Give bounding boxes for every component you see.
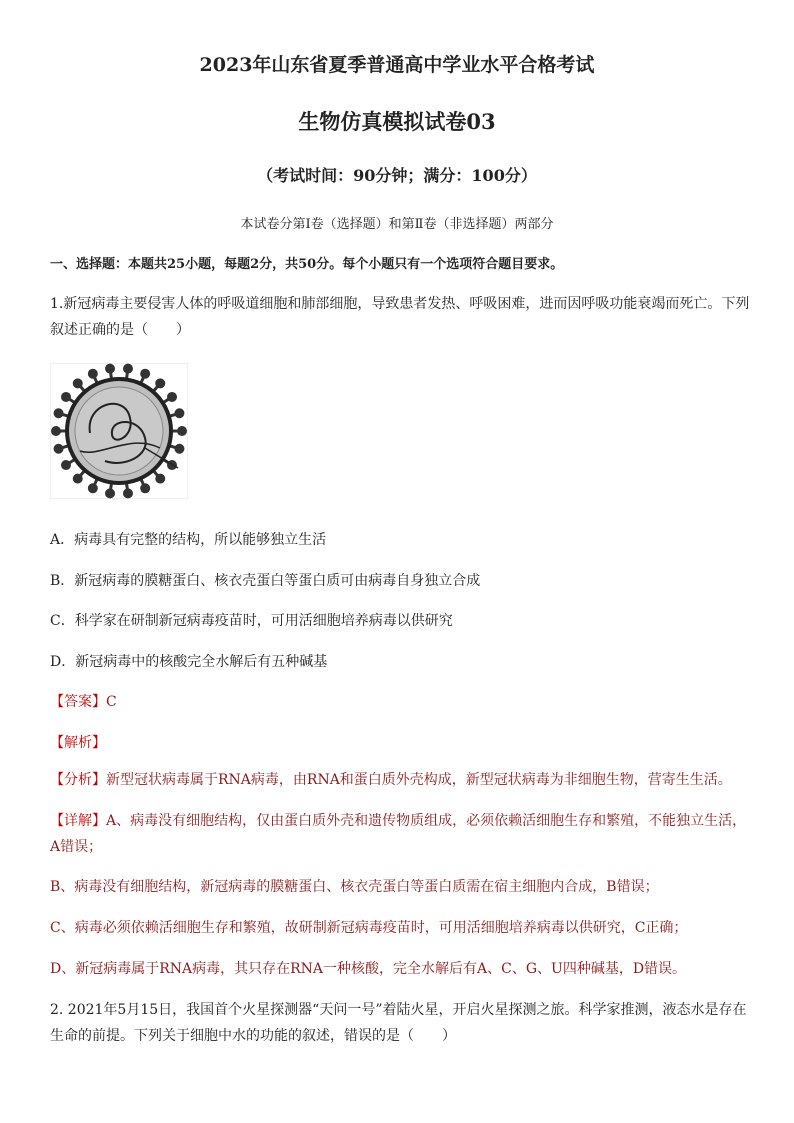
- detail-c: C、病毒必须依赖活细胞生存和繁殖，故研制新冠病毒疫苗时，可用活细胞培养病毒以供研究，C正确；: [50, 920, 688, 936]
- xiangjie-paragraph: [50, 808, 750, 860]
- fenxi-tag: 【分析】: [50, 772, 106, 788]
- paper-note: 本试卷分第Ⅰ卷（选择题）和第Ⅱ卷（非选择题）两部分: [240, 217, 554, 232]
- virus-spike-head: [157, 380, 164, 387]
- time-score: （考试时间：90分钟；满分：100分）: [257, 166, 537, 185]
- detail-d: D、新冠病毒属于RNA病毒，其只存在RNA一种核酸，完全水解后有A、C、G、U四种碱基，D错误。: [50, 961, 687, 977]
- virus-spike-head: [176, 445, 183, 452]
- virus-spike-head: [74, 475, 81, 482]
- virus-diagram-icon: [50, 363, 188, 499]
- virus-spike-head: [89, 370, 96, 377]
- virus-spike-head: [157, 475, 164, 482]
- section-heading: 一、选择题：本题共25小题，每题2分，共50分。每个小题只有一个选项符合题目要求。: [50, 257, 564, 272]
- virus-spike-head: [53, 428, 60, 435]
- q1-option-b: B．新冠病毒的膜糖蛋白、核衣壳蛋白等蛋白质可由病毒自身独立合成: [50, 573, 481, 589]
- virus-spike-head: [142, 485, 149, 492]
- question-2-stem: 2. 2021年5月15日，我国首个火星探测器“天问一号”着陆火星，开启火星探测之旅。科学家推测，液态水是存在生命的前提。下列关于细胞中水的功能的叙述，错误的是（ ）: [50, 1002, 747, 1044]
- virus-spike-head: [107, 365, 114, 372]
- virus-spike-head: [124, 365, 131, 372]
- paper-title: 生物仿真模拟试卷03: [298, 109, 496, 134]
- virus-spike-head: [63, 393, 70, 400]
- q1-option-d: D．新冠病毒中的核酸完全水解后有五种碱基: [50, 654, 328, 670]
- virus-spike-head: [107, 490, 114, 497]
- q1-option-c: C．科学家在研制新冠病毒疫苗时，可用活细胞培养病毒以供研究: [50, 613, 453, 629]
- answer-value: C: [106, 694, 117, 710]
- virus-spike-head: [124, 490, 131, 497]
- virus-spike-head: [179, 428, 186, 435]
- virus-spike-head: [55, 445, 62, 452]
- virus-spike-head: [142, 370, 149, 377]
- answer-line: [50, 691, 117, 711]
- answer-tag: 【答案】: [50, 694, 106, 710]
- analysis-tag: 【解析】: [50, 735, 106, 751]
- virus-spike-head: [176, 410, 183, 417]
- fenxi-paragraph: [50, 767, 750, 793]
- analysis-heading: [50, 732, 106, 752]
- xiangjie-tag: 【详解】: [50, 813, 106, 829]
- question-1-stem: 1.新冠病毒主要侵害人体的呼吸道细胞和肺部细胞，导致患者发热、呼吸困难，进而因呼吸功能衰竭而死亡。下列叙述正确的是（ ）: [50, 296, 750, 338]
- exam-title: 2023年山东省夏季普通高中学业水平合格考试: [199, 54, 595, 76]
- virus-spike-head: [63, 462, 70, 469]
- fenxi-text: 新型冠状病毒属于RNA病毒，由RNA和蛋白质外壳构成，新型冠状病毒为非细胞生物，营寄生生活。: [106, 772, 732, 788]
- detail-b: B、病毒没有细胞结构，新冠病毒的膜糖蛋白、核衣壳蛋白等蛋白质需在宿主细胞内合成，B错误；: [50, 879, 659, 895]
- q1-option-a: A．病毒具有完整的结构，所以能够独立生活: [50, 532, 327, 548]
- virus-spike-head: [168, 393, 175, 400]
- virus-spike-head: [74, 380, 81, 387]
- virus-spike-head: [89, 485, 96, 492]
- virus-spike-head: [55, 410, 62, 417]
- xiangjie-text: A、病毒没有细胞结构，仅由蛋白质外壳和遗传物质组成，必须依赖活细胞生存和繁殖，不能独立生活，A错误；: [50, 813, 747, 855]
